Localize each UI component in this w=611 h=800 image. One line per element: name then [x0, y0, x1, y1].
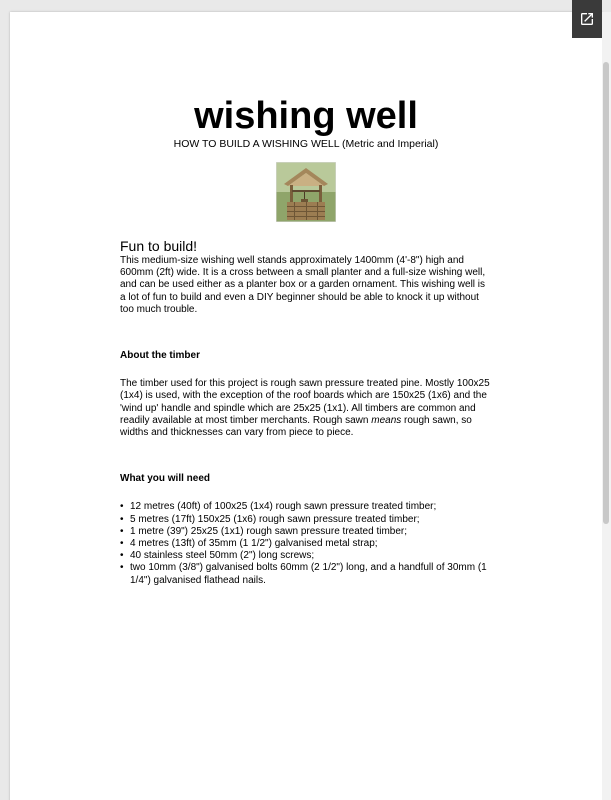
list-item — [120, 501, 492, 513]
vertical-scrollbar[interactable] — [602, 12, 611, 800]
intro-heading: Fun to build! — [120, 238, 198, 254]
document-subtitle: HOW TO BUILD A WISHING WELL (Metric and Imperial) — [173, 138, 439, 150]
timber-text-emphasis: means — [371, 414, 402, 426]
list-item — [120, 526, 492, 538]
open-in-new-window-button[interactable] — [572, 0, 602, 38]
bullet: • — [120, 525, 124, 537]
list-item-text: two 10mm (3/8") galvanised bolts 60mm (2 1/2") long, and a handfull of 30mm (1 1/4") galvanised flathead nails. — [130, 562, 487, 586]
open-in-new-icon — [579, 11, 595, 27]
timber-text-part1: The timber used for this project is rough sawn pressure treated pine. Mostly 100x25 (1x4) is used, with the exception of the roof boards which are 150x25 (1x6) and the 'wind up' handle and spindle which are 25x25 (1x1). All timbers are common and readily available at most timber merchants. Rough sawn — [120, 378, 490, 426]
document-page — [10, 12, 602, 800]
intro-paragraph: This medium-size wishing well stands approximately 1400mm (4'-8") high and 600mm (2ft) wide. It is a cross between a small planter and a full-size wishing well, and can be used either as a planter box or a garden ornament. This wishing well is a lot of fun to build and even a DIY beginner should be able to knock it up without too much trouble. — [120, 255, 486, 315]
list-item — [120, 538, 492, 550]
bullet: • — [120, 562, 124, 574]
list-item-text: 4 metres (13ft) of 35mm (1 1/2") galvanised metal strap; — [130, 538, 378, 550]
list-item-text: 40 stainless steel 50mm (2") long screws; — [130, 550, 315, 562]
list-item-text: 1 metre (39") 25x25 (1x1) rough sawn pressure treated timber; — [130, 525, 408, 537]
bullet: • — [120, 513, 124, 525]
timber-paragraph — [120, 378, 492, 439]
list-item-text: 5 metres (17ft) 150x25 (1x6) rough sawn pressure treated timber; — [130, 513, 420, 525]
wishing-well-photo — [276, 162, 336, 222]
list-item — [120, 514, 492, 526]
needs-heading: What you will need — [120, 473, 211, 485]
list-item — [120, 562, 492, 586]
list-item — [120, 550, 492, 562]
bullet: • — [120, 501, 124, 513]
timber-text-part2: rough sawn, so widths and thicknesses can vary from piece to piece. — [120, 414, 472, 439]
timber-heading: About the timber — [120, 350, 200, 362]
scrollbar-thumb[interactable] — [603, 62, 609, 524]
document-title: wishing well — [194, 95, 418, 137]
materials-list — [120, 501, 492, 586]
document-body — [120, 238, 492, 587]
list-item-text: 12 metres (40ft) of 100x25 (1x4) rough sawn pressure treated timber; — [130, 501, 437, 513]
bullet: • — [120, 550, 124, 562]
bullet: • — [120, 538, 124, 550]
